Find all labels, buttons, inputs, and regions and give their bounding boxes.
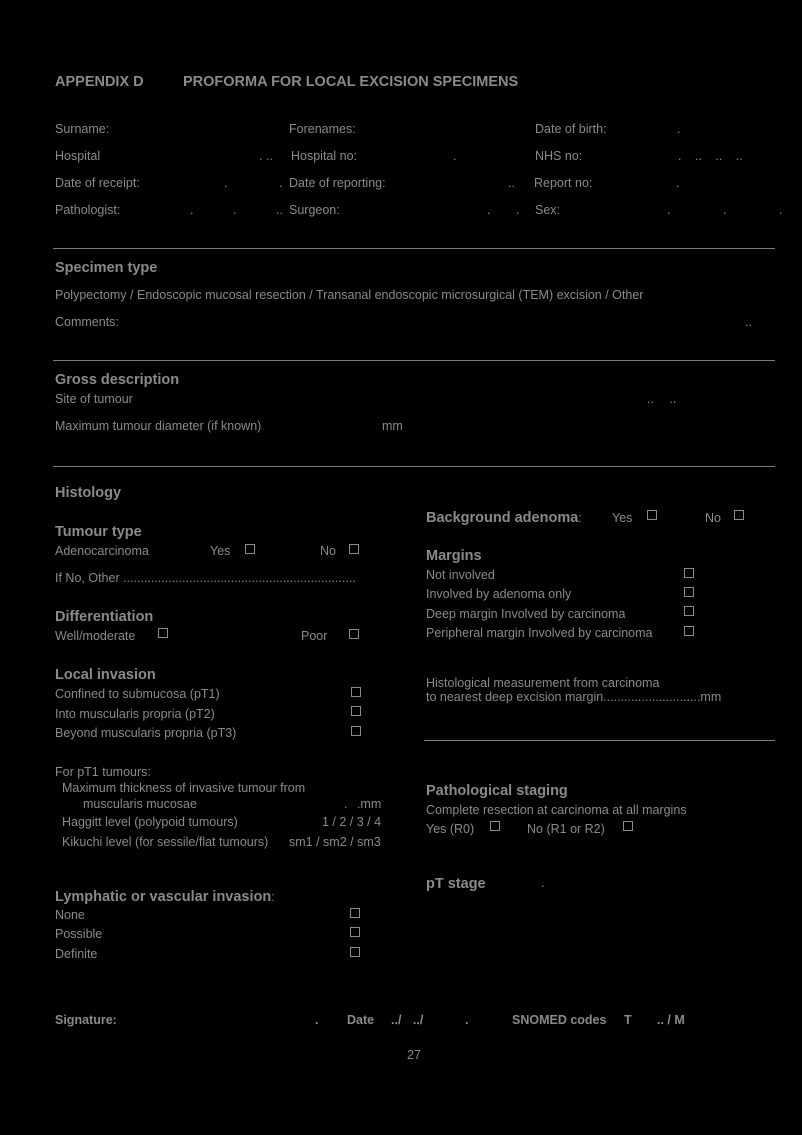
surname-label: Surname: [55, 122, 110, 136]
margins-heading: Margins [426, 548, 482, 564]
margin-not-involved-checkbox[interactable] [684, 568, 694, 578]
lvi-none-label: None [55, 908, 85, 922]
adeno-no-label: No [320, 544, 336, 558]
lvi-heading: Lymphatic or vascular invasion: [55, 889, 275, 905]
pathologist-label: Pathologist: [55, 203, 121, 217]
margin-peripheral-checkbox[interactable] [684, 626, 694, 636]
staging-heading: Pathological staging [426, 783, 568, 799]
diameter-label: Maximum tumour diameter (if known) [55, 419, 262, 433]
pathologist-dots: . . .. [190, 203, 283, 217]
appendix-label: APPENDIX D [55, 74, 144, 90]
margin-adenoma-label: Involved by adenoma only [426, 587, 572, 601]
hospital-dots: . .. [259, 149, 273, 163]
snomed-label: SNOMED codes [512, 1013, 607, 1027]
hospital-no-label: Hospital no: [291, 149, 358, 163]
dob-label: Date of birth: [535, 122, 607, 136]
adenocarcinoma-label: Adenocarcinoma [55, 544, 149, 558]
tumour-type-heading: Tumour type [55, 524, 142, 540]
invasion-pt1-checkbox[interactable] [351, 687, 361, 697]
well-moderate-label: Well/moderate [55, 629, 136, 643]
invasion-pt1-label: Confined to submucosa (pT1) [55, 687, 220, 701]
r0-label: Yes (R0) [426, 822, 475, 836]
invasion-pt2-label: Into muscularis propria (pT2) [55, 707, 215, 721]
sex-dots: . . . [667, 203, 783, 217]
comments-dots: .. [745, 315, 752, 329]
musc-mucosae-label: muscularis mucosae [83, 797, 197, 811]
site-label: Site of tumour [55, 392, 133, 406]
complete-resection-label: Complete resection at carcinoma at all margins [426, 803, 687, 817]
specimen-heading: Specimen type [55, 260, 158, 276]
specimen-types: Polypectomy / Endoscopic mucosal resection / Transanal endoscopic microsurgical (TEM) excision / Other [55, 288, 644, 302]
surgeon-dots: . . [487, 203, 520, 217]
surgeon-label: Surgeon: [289, 203, 340, 217]
background-adenoma-heading: Background adenoma: [426, 510, 582, 526]
hospital-label: Hospital [55, 149, 101, 163]
receipt-label: Date of receipt: [55, 176, 140, 190]
comments-label: Comments: [55, 315, 119, 329]
measurement-line2: to nearest deep excision margin............................mm [426, 690, 722, 704]
background-yes-label: Yes [612, 511, 633, 525]
pt1-intro: For pT1 tumours: [55, 765, 151, 779]
invasion-pt2-checkbox[interactable] [351, 706, 361, 716]
haggitt-label: Haggitt level (polypoid tumours) [62, 815, 238, 829]
local-invasion-heading: Local invasion [55, 667, 156, 683]
r0-checkbox[interactable] [490, 821, 500, 831]
margin-deep-checkbox[interactable] [684, 606, 694, 616]
divider [53, 466, 775, 467]
measurement-line1: Histological measurement from carcinoma [426, 676, 660, 690]
poor-checkbox[interactable] [349, 629, 359, 639]
histology-heading: Histology [55, 485, 122, 501]
nhs-no-label: NHS no: [535, 149, 583, 163]
page-number: 27 [407, 1048, 421, 1062]
background-no-label: No [705, 511, 721, 525]
hospital-no-dots: . [453, 149, 457, 163]
max-thickness-label: Maximum thickness of invasive tumour from [62, 781, 306, 795]
divider [53, 360, 775, 361]
reporting-label: Date of reporting: [289, 176, 386, 190]
haggitt-options: 1 / 2 / 3 / 4 [322, 815, 382, 829]
date-dots: . [465, 1013, 469, 1027]
margin-deep-label: Deep margin Involved by carcinoma [426, 607, 626, 621]
dob-dots: . [677, 122, 681, 136]
signature-label: Signature: [55, 1013, 117, 1027]
snomed-m: .. / M [657, 1013, 685, 1027]
page-title: PROFORMA FOR LOCAL EXCISION SPECIMENS [183, 74, 519, 90]
differentiation-heading: Differentiation [55, 609, 154, 625]
nhs-no-dots: . .. .. .. [678, 149, 743, 163]
sex-label: Sex: [535, 203, 561, 217]
snomed-t: T [624, 1013, 632, 1027]
reporting-dots: .. [508, 176, 515, 190]
adeno-no-checkbox[interactable] [349, 544, 359, 554]
r1-r2-checkbox[interactable] [623, 821, 633, 831]
if-no-other: If No, Other ................................................................... [55, 571, 356, 585]
lvi-possible-label: Possible [55, 927, 103, 941]
lvi-none-checkbox[interactable] [350, 908, 360, 918]
lvi-definite-label: Definite [55, 947, 98, 961]
diameter-unit: mm [382, 419, 403, 433]
pt-stage-heading: pT stage [426, 876, 486, 892]
kikuchi-label: Kikuchi level (for sessile/flat tumours) [62, 835, 269, 849]
thickness-mm: . .mm [344, 797, 382, 811]
lvi-possible-checkbox[interactable] [350, 927, 360, 937]
margin-adenoma-checkbox[interactable] [684, 587, 694, 597]
signature-dots: . [315, 1013, 319, 1027]
lvi-definite-checkbox[interactable] [350, 947, 360, 957]
well-moderate-checkbox[interactable] [158, 628, 168, 638]
background-no-checkbox[interactable] [734, 510, 744, 520]
pt-stage-dots: . [541, 876, 545, 890]
date-value: ../ ../ [391, 1013, 424, 1027]
margin-not-involved-label: Not involved [426, 568, 495, 582]
kikuchi-options: sm1 / sm2 / sm3 [289, 835, 381, 849]
invasion-pt3-label: Beyond muscularis propria (pT3) [55, 726, 237, 740]
r1-r2-label: No (R1 or R2) [527, 822, 605, 836]
receipt-dots: . . [224, 176, 283, 190]
report-no-label: Report no: [534, 176, 593, 190]
margin-peripheral-label: Peripheral margin Involved by carcinoma [426, 626, 653, 640]
adeno-yes-label: Yes [210, 544, 231, 558]
forenames-label: Forenames: [289, 122, 356, 136]
divider [53, 248, 775, 249]
report-no-dots: . [676, 176, 680, 190]
site-dots: .. .. [647, 392, 677, 406]
gross-heading: Gross description [55, 372, 180, 388]
invasion-pt3-checkbox[interactable] [351, 726, 361, 736]
background-yes-checkbox[interactable] [647, 510, 657, 520]
date-label: Date [347, 1013, 375, 1027]
adeno-yes-checkbox[interactable] [245, 544, 255, 554]
divider [424, 740, 775, 741]
poor-label: Poor [301, 629, 328, 643]
